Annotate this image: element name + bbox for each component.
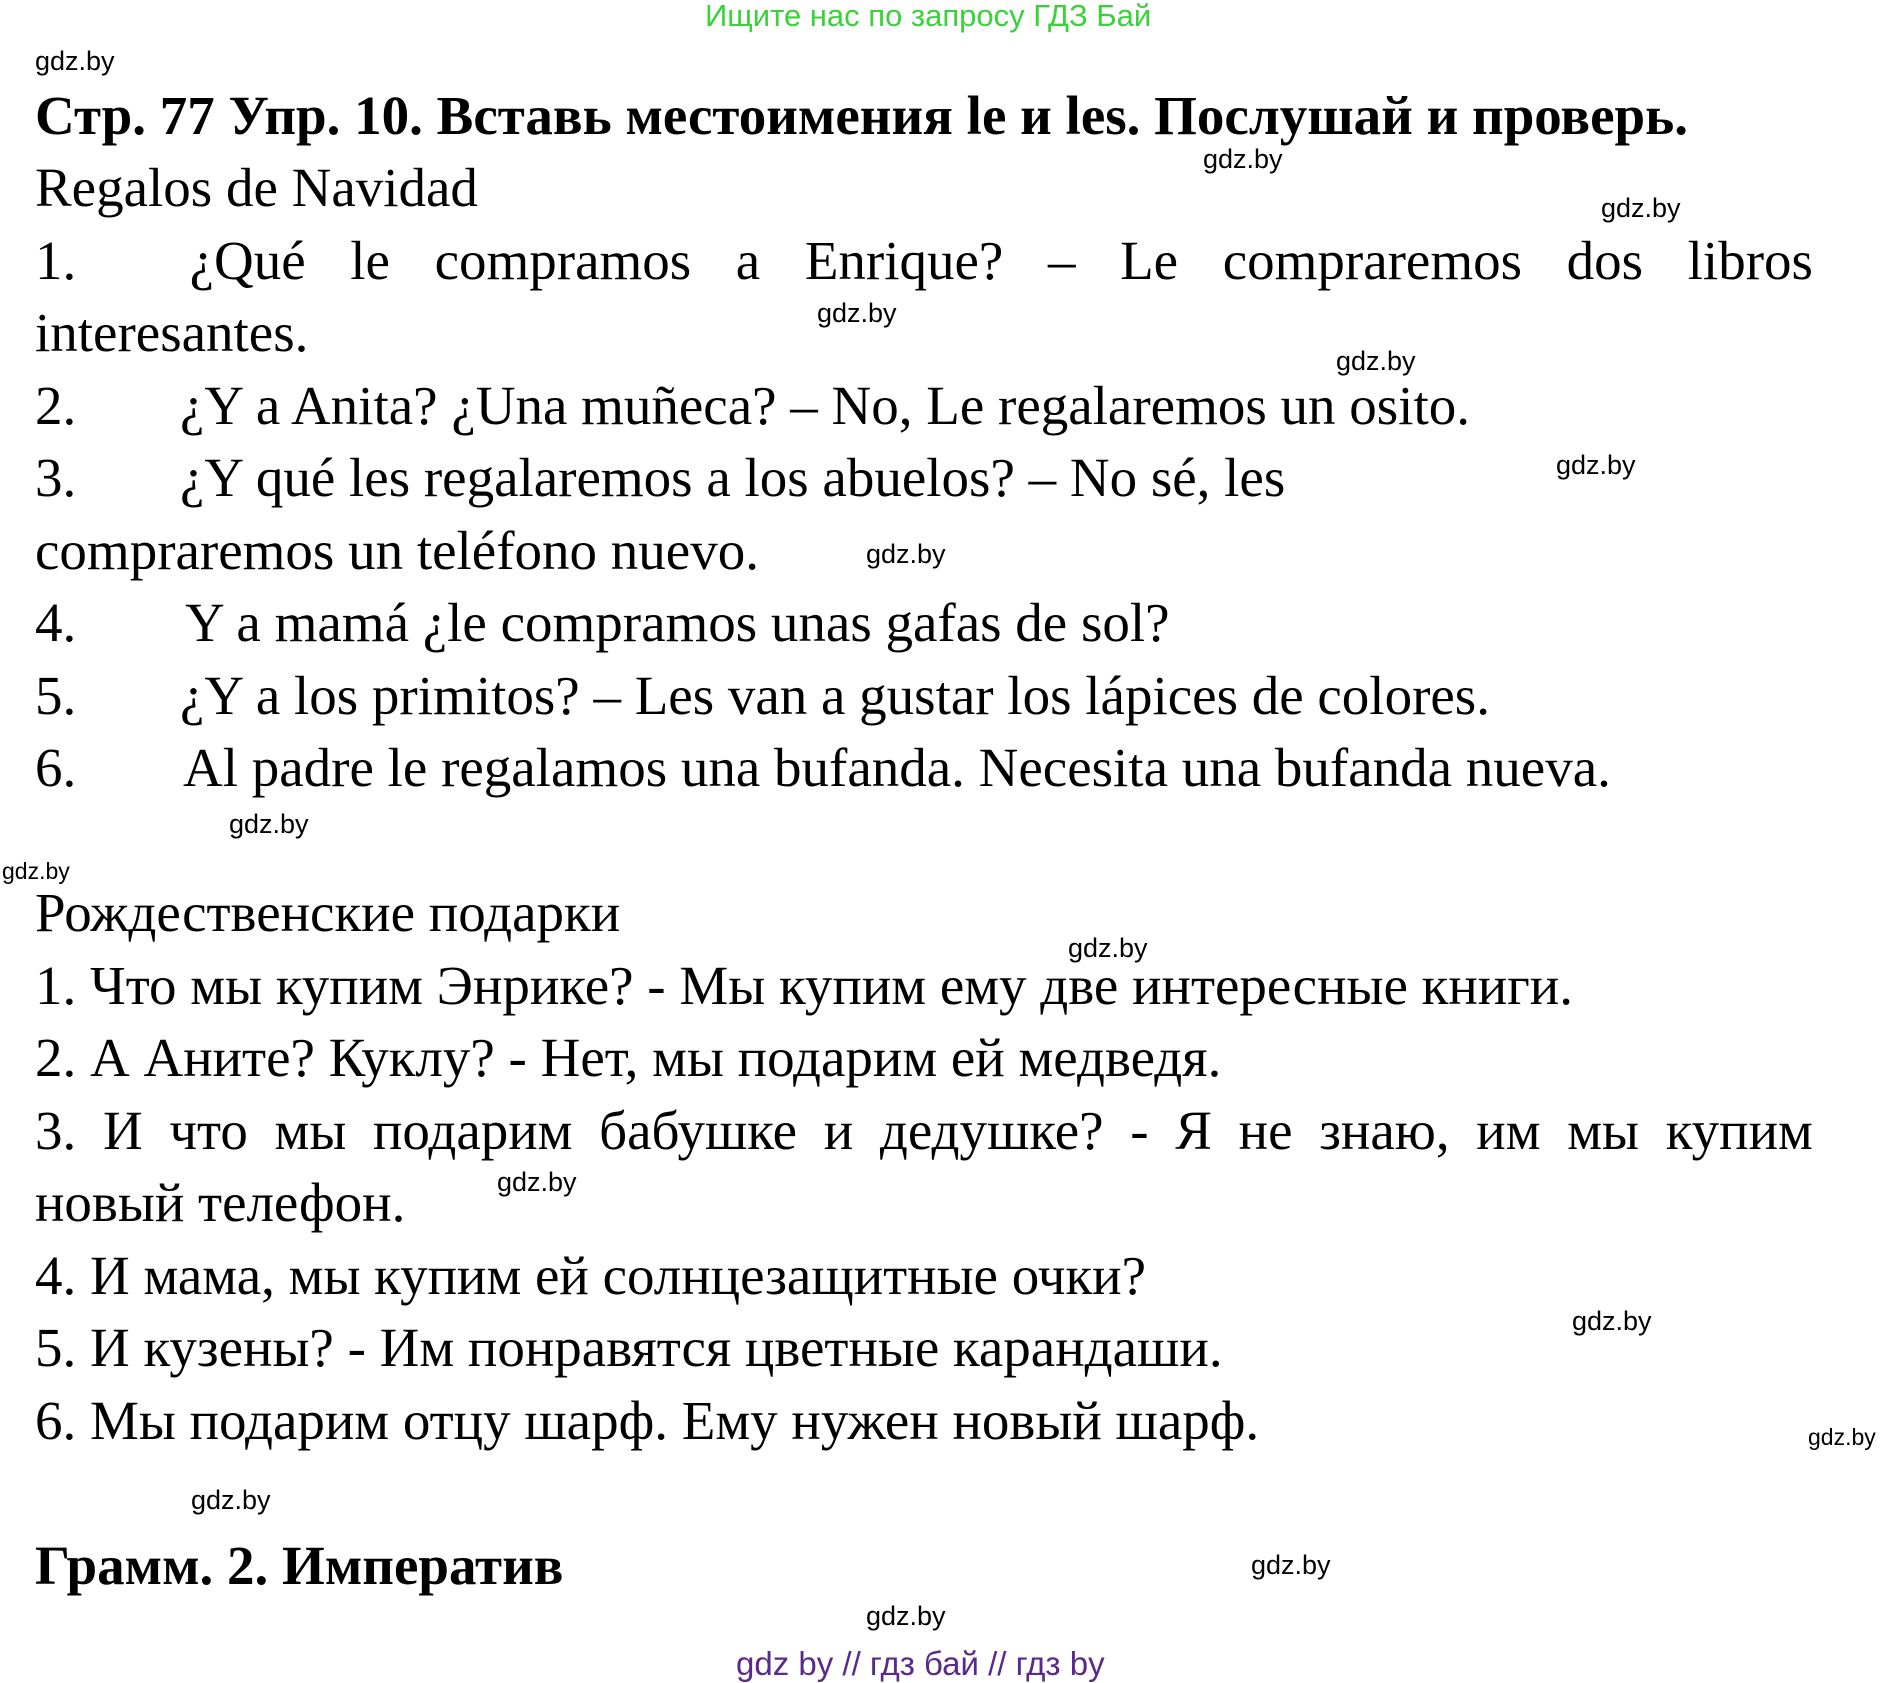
watermark: gdz.by [1572,1306,1652,1336]
watermark: gdz.by [1251,1550,1331,1580]
watermark: gdz.by [1203,144,1283,174]
search-banner: Ищите нас по запросу ГДЗ Бай [705,0,1152,33]
watermark: gdz.by [1068,933,1148,963]
spanish-item-2: 2. ¿Y a Anita? ¿Una muñeca? – No, Le regalaremos un osito. [35,375,1470,436]
russian-title: Рождественские подарки [35,882,621,943]
watermark: gdz.by [191,1485,271,1515]
watermark: gdz.by [866,1601,946,1631]
russian-item-3-line2: новый телефон. [35,1172,406,1233]
next-section-heading: Грамм. 2. Императив [35,1535,564,1596]
spanish-item-1-line1: 1. ¿Qué le compramos a Enrique? – Le compraremos dos libros [35,230,1813,291]
watermark: gdz.by [35,46,115,76]
watermark: gdz.by [1336,346,1416,376]
spanish-item-5: 5. ¿Y a los primitos? – Les van a gustar los lápices de colores. [35,665,1490,726]
watermark: gdz.by [1808,1424,1876,1450]
russian-item-5: 5. И кузены? - Им понравятся цветные карандаши. [35,1317,1223,1378]
spanish-item-1-line2: interesantes. [35,302,309,363]
watermark: gdz.by [2,858,70,884]
spanish-item-3: 3. ¿Y qué les regalaremos a los abuelos? – No sé, les [35,447,1286,508]
russian-item-2: 2. А Аните? Куклу? - Нет, мы подарим ей медведя. [35,1027,1222,1088]
watermark: gdz.by [1556,450,1636,480]
russian-item-3-line1: 3. И что мы подарим бабушке и дедушке? - Я не знаю, им мы купим [35,1100,1813,1161]
watermark: gdz.by [229,809,309,839]
russian-item-6: 6. Мы подарим отцу шарф. Ему нужен новый шарф. [35,1390,1260,1451]
exercise-heading: Стр. 77 Упр. 10. Вставь местоимения le и les. Послушай и проверь. [35,85,1688,146]
watermark: gdz.by [866,539,946,569]
spanish-title: Regalos de Navidad [35,157,478,218]
footer-links: gdz by // гдз бай // гдз by [736,1645,1105,1682]
russian-item-1: 1. Что мы купим Энрике? - Мы купим ему две интересные книги. [35,955,1573,1016]
watermark: gdz.by [497,1167,577,1197]
spanish-item-3-line2: compraremos un teléfono nuevo. [35,520,759,581]
russian-item-4: 4. И мама, мы купим ей солнцезащитные очки? [35,1245,1147,1306]
spanish-item-6: 6. Al padre le regalamos una bufanda. Necesita una bufanda nueva. [35,737,1611,798]
watermark: gdz.by [1601,193,1681,223]
watermark: gdz.by [817,298,897,328]
spanish-item-4: 4. Y a mamá ¿le compramos unas gafas de sol? [35,592,1170,653]
